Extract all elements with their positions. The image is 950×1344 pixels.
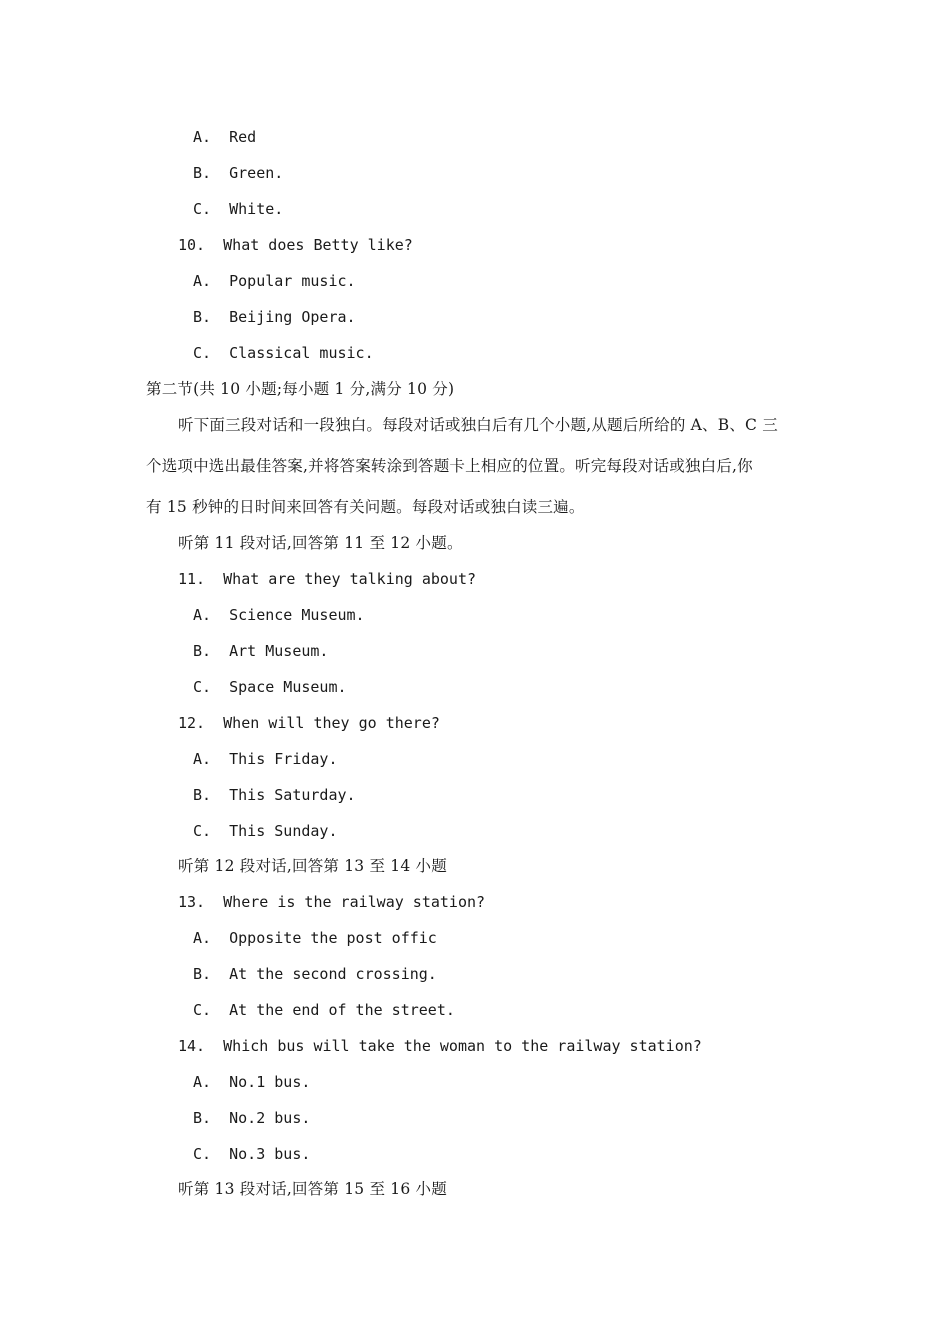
q13-option-c: C. At the end of the street. — [193, 1001, 455, 1019]
q11-option-b: B. Art Museum. — [193, 642, 329, 660]
q12-option-a: A. This Friday. — [193, 750, 338, 768]
q13-question: 13. Where is the railway station? — [178, 893, 486, 911]
q14-option-a: A. No.1 bus. — [193, 1073, 311, 1091]
section2-heading: 第二节(共 10 小题;每小题 1 分,满分 10 分) — [146, 380, 455, 398]
q9-option-a: A. Red — [193, 128, 257, 146]
q12-option-b: B. This Saturday. — [193, 786, 356, 804]
q13-option-b: B. At the second crossing. — [193, 965, 437, 983]
q10-option-c: C. Classical music. — [193, 344, 374, 362]
dialogue13-intro: 听第 13 段对话,回答第 15 至 16 小题 — [178, 1180, 447, 1198]
dialogue12-intro: 听第 12 段对话,回答第 13 至 14 小题 — [178, 857, 447, 875]
q12-option-c: C. This Sunday. — [193, 822, 338, 840]
section2-instructions-line-3: 有 15 秒钟的日时间来回答有关问题。每段对话或独白读三遍。 — [146, 498, 585, 516]
q14-option-c: C. No.3 bus. — [193, 1145, 311, 1163]
q12-question: 12. When will they go there? — [178, 714, 440, 732]
q10-option-b: B. Beijing Opera. — [193, 308, 356, 326]
q9-option-b: B. Green. — [193, 164, 284, 182]
q10-question: 10. What does Betty like? — [178, 236, 413, 254]
section2-instructions-line-1: 听下面三段对话和一段独白。每段对话或独白后有几个小题,从题后所给的 A、B、C 三 — [178, 416, 778, 434]
q9-option-c: C. White. — [193, 200, 284, 218]
q11-option-c: C. Space Museum. — [193, 678, 347, 696]
q11-option-a: A. Science Museum. — [193, 606, 365, 624]
q13-option-a: A. Opposite the post offic — [193, 929, 437, 947]
q14-option-b: B. No.2 bus. — [193, 1109, 311, 1127]
section2-instructions-line-2: 个选项中选出最佳答案,并将答案转涂到答题卡上相应的位置。听完每段对话或独白后,你 — [146, 457, 753, 475]
q10-option-a: A. Popular music. — [193, 272, 356, 290]
q11-question: 11. What are they talking about? — [178, 570, 477, 588]
dialogue11-intro: 听第 11 段对话,回答第 11 至 12 小题。 — [178, 534, 463, 552]
q14-question: 14. Which bus will take the woman to the railway station? — [178, 1037, 702, 1055]
